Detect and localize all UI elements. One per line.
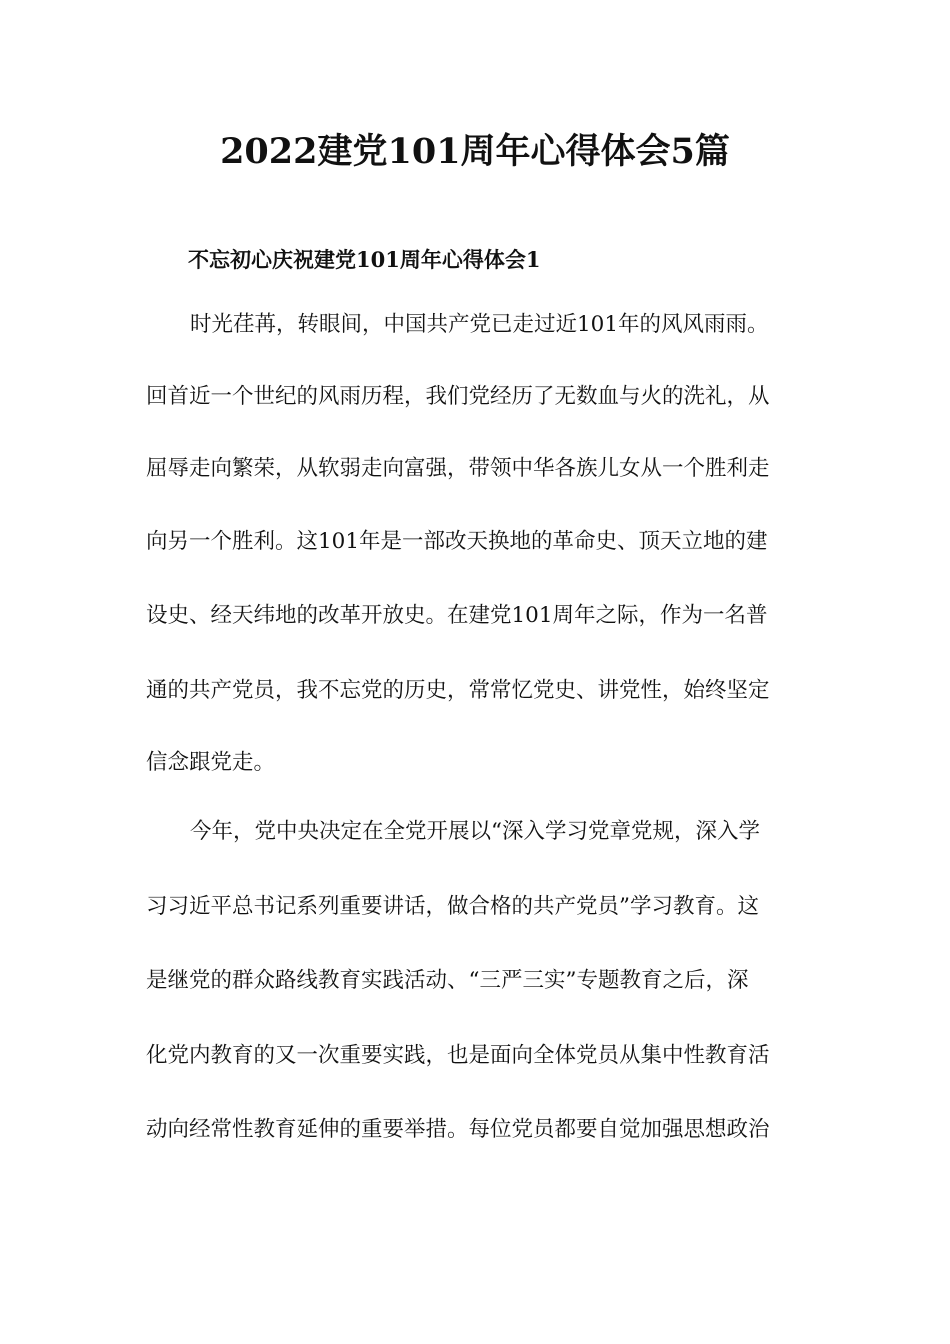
- section-heading: 不忘初心庆祝建党101周年心得体会1: [188, 247, 541, 272]
- paragraph-line: 化党内教育的又一次重要实践，也是面向全体党员从集中性教育活: [146, 1043, 770, 1068]
- paragraph-line: 时光荏苒，转眼间，中国共产党已走过近101年的风风雨雨。: [190, 312, 769, 337]
- paragraph-line: 习习近平总书记系列重要讲话，做合格的共产党员”学习教育。这: [146, 894, 759, 919]
- paragraph-line: 回首近一个世纪的风雨历程，我们党经历了无数血与火的洗礼，从: [146, 384, 770, 409]
- paragraph-line: 设史、经天纬地的改革开放史。在建党101周年之际，作为一名普: [146, 603, 768, 628]
- paragraph-line: 信念跟党走。: [146, 750, 276, 775]
- document-title: 2022建党101周年心得体会5篇: [220, 131, 730, 172]
- paragraph-line: 动向经常性教育延伸的重要举措。每位党员都要自觉加强思想政治: [146, 1117, 770, 1142]
- paragraph-line: 通的共产党员，我不忘党的历史，常常忆党史、讲党性，始终坚定: [146, 678, 770, 703]
- paragraph-line: 屈辱走向繁荣，从软弱走向富强，带领中华各族儿女从一个胜利走: [146, 456, 770, 481]
- paragraph-line: 是继党的群众路线教育实践活动、“三严三实”专题教育之后，深: [146, 968, 749, 993]
- paragraph-line: 向另一个胜利。这101年是一部改天换地的革命史、顶天立地的建: [146, 529, 768, 554]
- paragraph-line: 今年，党中央决定在全党开展以“深入学习党章党规，深入学: [190, 819, 760, 844]
